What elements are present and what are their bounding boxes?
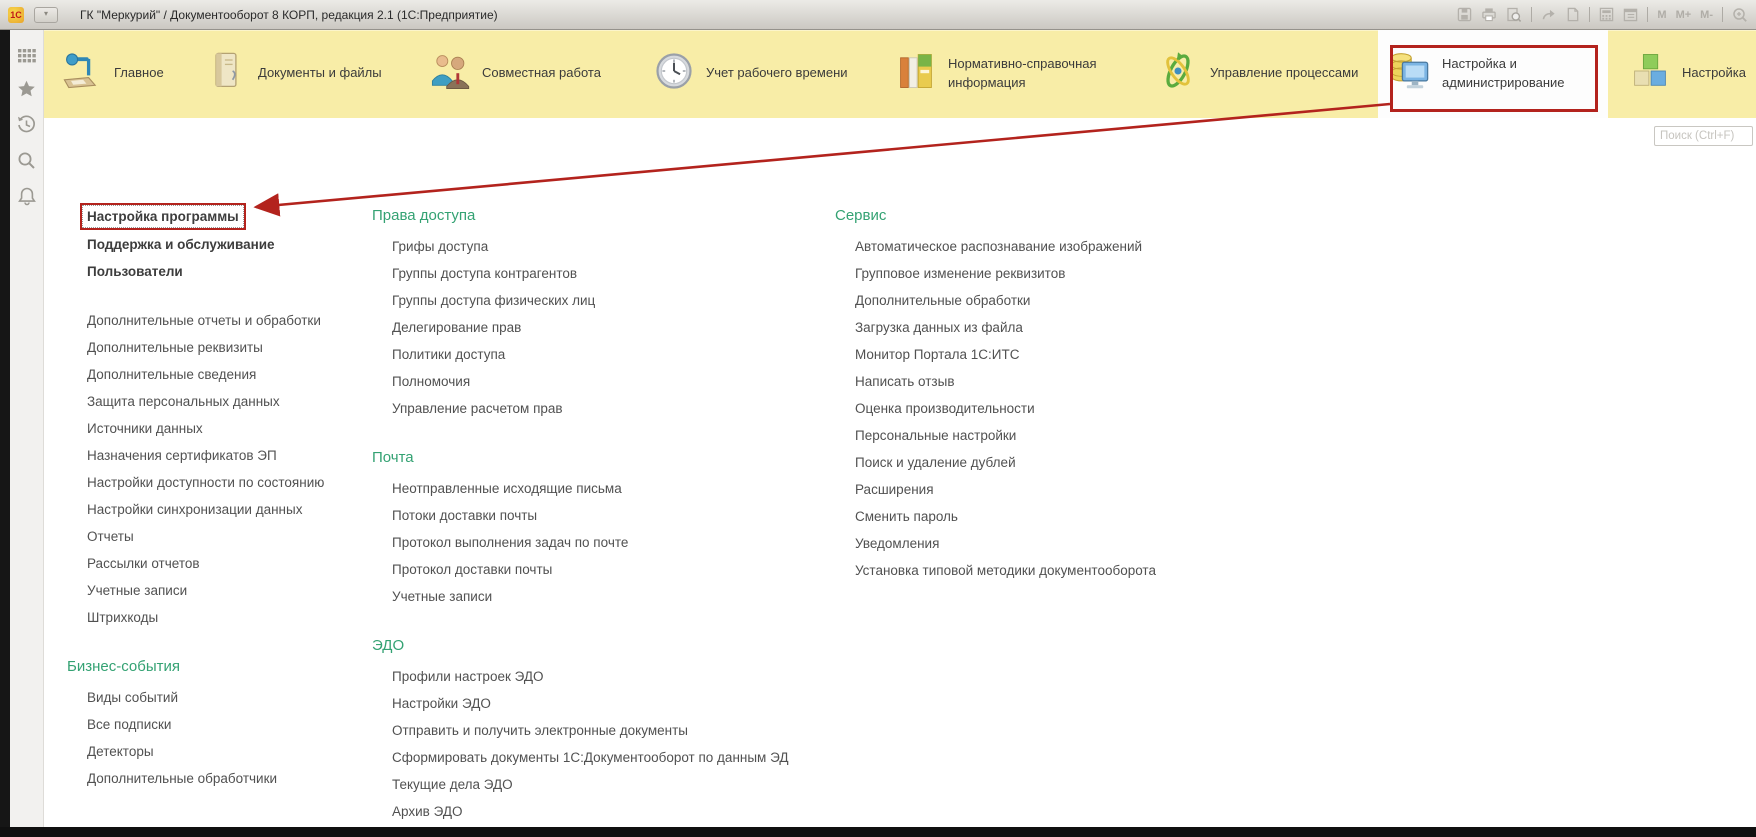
menu-link[interactable]: Уведомления	[855, 536, 940, 551]
calendar-icon[interactable]	[1623, 7, 1638, 22]
section-header[interactable]: Бизнес-события	[67, 658, 180, 675]
menu-link[interactable]: Грифы доступа	[392, 239, 489, 254]
menu-link[interactable]: Неотправленные исходящие письма	[392, 481, 622, 496]
star-icon[interactable]	[17, 80, 36, 98]
menu-link[interactable]: Расширения	[855, 482, 934, 497]
menu-link[interactable]: Дополнительные обработки	[855, 293, 1031, 308]
tab-label: Совместная работа	[482, 65, 601, 81]
save-icon[interactable]	[1457, 7, 1472, 22]
menu-column-3	[835, 202, 1156, 606]
menu-column-1	[67, 202, 324, 814]
1c-logo-icon: 1С	[8, 7, 24, 23]
menu-link[interactable]: Делегирование прав	[392, 320, 522, 335]
window-title: ГК "Меркурий" / Документооборот 8 КОРП, редакция 2.1 (1С:Предприятие)	[80, 7, 498, 22]
section-header[interactable]: ЭДО	[372, 637, 405, 654]
menu-link[interactable]: Учетные записи	[87, 583, 188, 598]
history-icon[interactable]	[17, 115, 36, 134]
menu-link[interactable]: Политики доступа	[392, 347, 506, 362]
menu-link[interactable]: Пользователи	[87, 264, 183, 279]
menu-link-highlighted[interactable]: Настройка программы	[80, 203, 246, 230]
menu-link[interactable]: Управление расчетом прав	[392, 401, 563, 416]
menu-link[interactable]: Настройки доступности по состоянию	[87, 475, 325, 490]
menu-link[interactable]: Персональные настройки	[855, 428, 1017, 443]
menu-link[interactable]: Протокол выполнения задач по почте	[392, 535, 629, 550]
memory-minus-button[interactable]: M-	[1700, 8, 1713, 21]
toolbar-separator	[1722, 7, 1723, 22]
menu-link[interactable]: Детекторы	[87, 744, 154, 759]
menu-link[interactable]: Поддержка и обслуживание	[87, 237, 275, 252]
books-icon	[894, 49, 938, 98]
menu-link[interactable]: Настройки ЭДО	[392, 696, 491, 711]
ribbon	[44, 29, 1756, 118]
menu-link[interactable]: Все подписки	[87, 717, 172, 732]
bell-icon[interactable]	[18, 187, 36, 206]
menu-link[interactable]: Настройки синхронизации данных	[87, 502, 303, 517]
menu-link[interactable]: Оценка производительности	[855, 401, 1035, 416]
menu-link[interactable]: Сформировать документы 1С:Документооборот по данным ЭД	[392, 750, 789, 765]
menu-link[interactable]: Группы доступа физических лиц	[392, 293, 596, 308]
menu-link[interactable]: Дополнительные реквизиты	[87, 340, 263, 355]
menu-link[interactable]: Архив ЭДО	[392, 804, 463, 819]
menu-column-2	[372, 202, 788, 837]
tab-main[interactable]	[52, 29, 194, 118]
cubes-icon	[1628, 49, 1672, 98]
section-header[interactable]: Права доступа	[372, 207, 476, 224]
tab-time-tracking[interactable]	[644, 29, 884, 118]
search-icon[interactable]	[17, 151, 36, 170]
title-bar	[0, 0, 1756, 30]
zoom-icon[interactable]	[1732, 7, 1748, 23]
menu-link[interactable]: Отправить и получить электронные документы	[392, 723, 688, 738]
menu-link[interactable]: Профили настроек ЭДО	[392, 669, 544, 684]
section-header[interactable]: Почта	[372, 449, 414, 466]
menu-link[interactable]: Источники данных	[87, 421, 203, 436]
menu-link[interactable]: Текущие дела ЭДО	[392, 777, 513, 792]
bottom-dark-bar	[0, 827, 1756, 837]
menu-link[interactable]: Штрихкоды	[87, 610, 159, 625]
menu-link[interactable]: Поиск и удаление дублей	[855, 455, 1016, 470]
tab-settings-administration[interactable]	[1378, 29, 1608, 118]
clock-icon	[652, 49, 696, 98]
left-dark-strip	[0, 29, 10, 837]
tab-reference-info[interactable]	[886, 29, 1148, 118]
menu-link[interactable]: Дополнительные отчеты и обработки	[87, 313, 321, 328]
menu-link[interactable]: Дополнительные сведения	[87, 367, 257, 382]
menu-link[interactable]: Протокол доставки почты	[392, 562, 553, 577]
swirl-icon	[1156, 49, 1200, 98]
book-icon	[204, 49, 248, 98]
search-input[interactable]	[1654, 126, 1753, 146]
file-icon[interactable]	[1566, 7, 1580, 22]
calculator-icon[interactable]	[1599, 7, 1614, 22]
menu-link[interactable]: Отчеты	[87, 529, 134, 544]
tab-documents-files[interactable]	[196, 29, 418, 118]
search-field-wrap	[1654, 126, 1753, 146]
tab-label: Настройка	[1682, 65, 1746, 81]
menu-link[interactable]: Потоки доставки почты	[392, 508, 538, 523]
people-icon	[428, 49, 472, 98]
menu-link[interactable]: Установка типовой методики документооборота	[855, 563, 1156, 578]
menu-link[interactable]: Написать отзыв	[855, 374, 955, 389]
menu-link[interactable]: Рассылки отчетов	[87, 556, 200, 571]
memory-recall-button[interactable]: M	[1657, 8, 1667, 21]
memory-plus-button[interactable]: M+	[1675, 8, 1692, 21]
menu-link[interactable]: Назначения сертификатов ЭП	[87, 448, 277, 463]
print-preview-icon[interactable]	[1506, 7, 1522, 23]
menu-link[interactable]: Группы доступа контрагентов	[392, 266, 578, 281]
link-icon[interactable]	[1541, 7, 1557, 22]
toolbar-separator	[1647, 7, 1648, 22]
menu-link[interactable]: Автоматическое распознавание изображений	[855, 239, 1143, 254]
menu-link[interactable]: Виды событий	[87, 690, 178, 705]
menu-link[interactable]: Монитор Портала 1С:ИТС	[855, 347, 1020, 362]
desk-lamp-icon	[60, 49, 104, 98]
toolbar-separator	[1531, 7, 1532, 22]
tab-label: Управление процессами	[1210, 65, 1359, 81]
menu-link[interactable]: Сменить пароль	[855, 509, 958, 524]
tab-label: Учет рабочего времени	[706, 65, 848, 81]
menu-link[interactable]: Защита персональных данных	[87, 394, 280, 409]
apps-grid-icon[interactable]	[18, 49, 36, 63]
menu-link[interactable]: Дополнительные обработчики	[87, 771, 278, 786]
system-menu-button[interactable]: ▾	[34, 7, 58, 23]
quick-access-sidebar	[10, 29, 44, 827]
tab-label: Документы и файлы	[258, 65, 382, 81]
menu-link[interactable]: Учетные записи	[392, 589, 493, 604]
toolbar-separator	[1589, 7, 1590, 22]
menu-link[interactable]: Загрузка данных из файла	[855, 320, 1023, 335]
tab-settings[interactable]	[1620, 29, 1756, 118]
tab-label: Настройка и администрирование	[1442, 55, 1565, 90]
titlebar-toolbar	[1457, 0, 1748, 29]
tab-label: Нормативно-справочная информация	[948, 55, 1097, 90]
tab-label: Главное	[114, 65, 164, 81]
menu-link[interactable]: Групповое изменение реквизитов	[855, 266, 1066, 281]
menu-link[interactable]: Полномочия	[392, 374, 471, 389]
section-header[interactable]: Сервис	[835, 207, 887, 224]
tab-process-management[interactable]	[1148, 29, 1380, 118]
tab-collaboration[interactable]	[420, 29, 642, 118]
computer-db-icon	[1386, 49, 1432, 98]
print-icon[interactable]	[1481, 7, 1497, 22]
